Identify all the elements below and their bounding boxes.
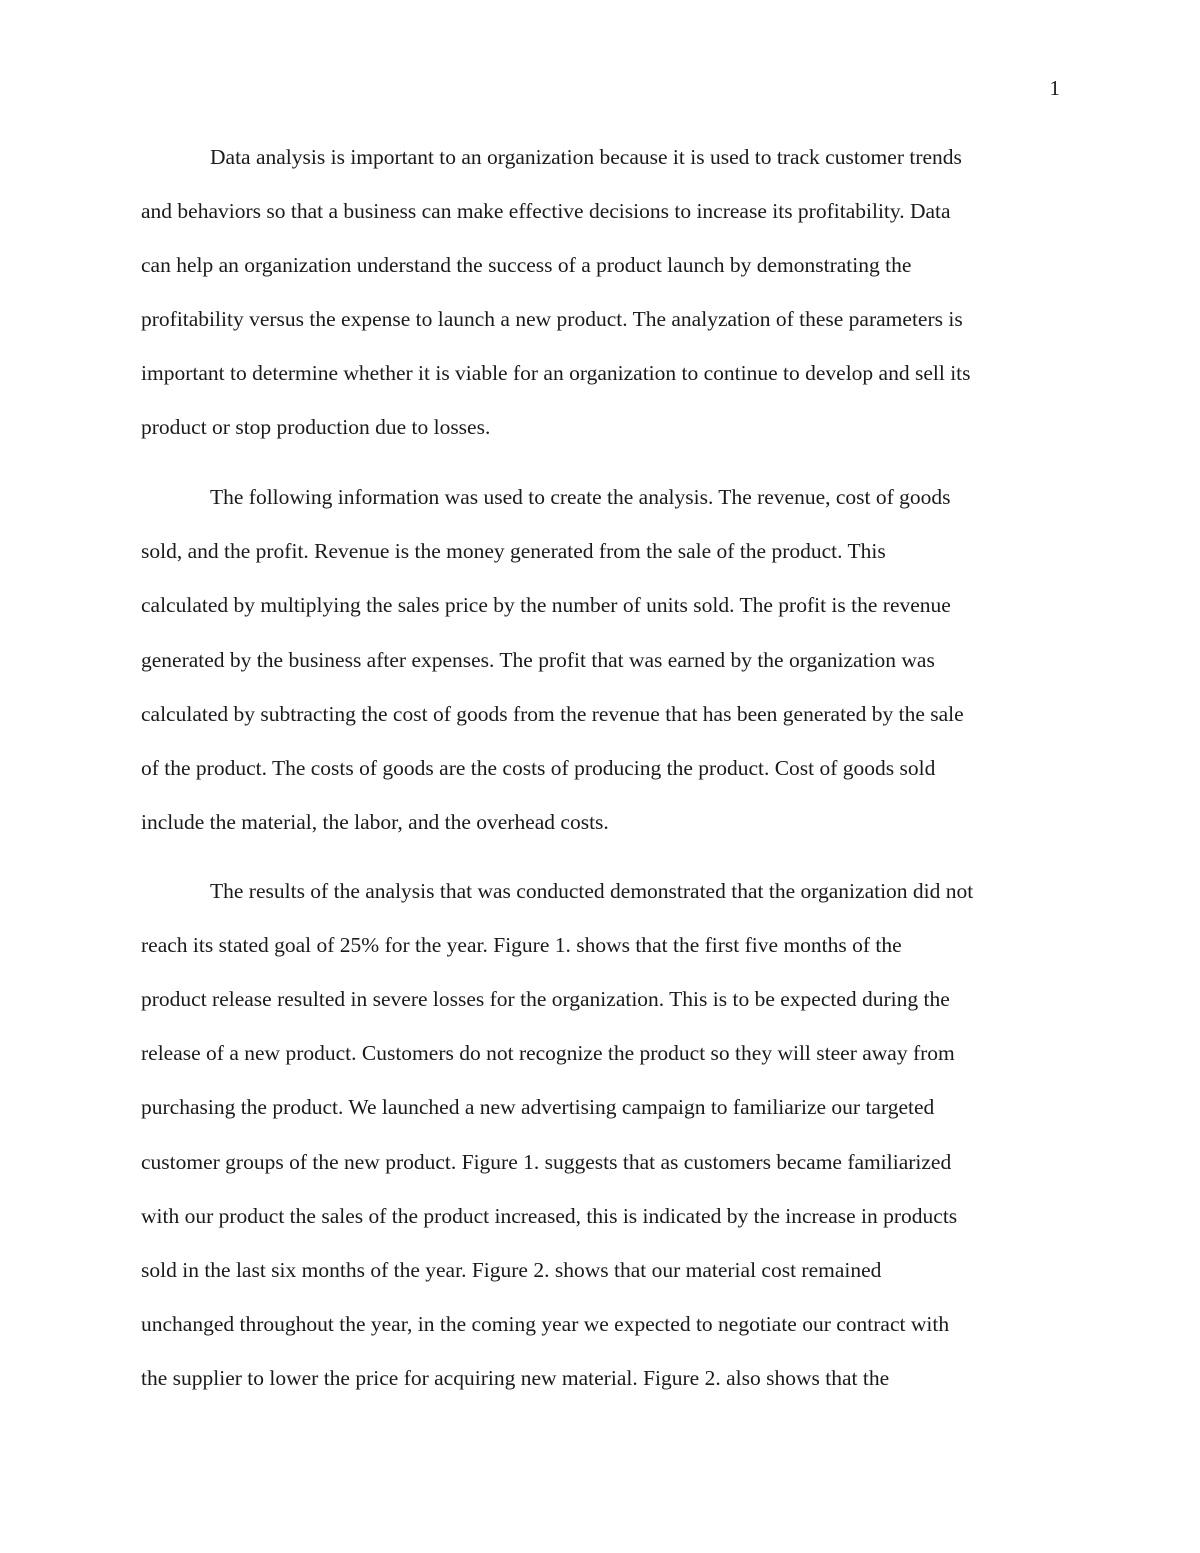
paragraph-3-line-4: release of a new product. Customers do not recognize the product so they will steer away from (141, 1041, 955, 1065)
paragraph-1-line-2: and behaviors so that a business can make effective decisions to increase its profitability. Data (141, 199, 951, 223)
paragraph-1-line-3: can help an organization understand the success of a product launch by demonstrating the (141, 253, 912, 277)
paragraph-1-line-5: important to determine whether it is viable for an organization to continue to develop and sell its (141, 361, 971, 385)
paragraph-3-line-8: sold in the last six months of the year. Figure 2. shows that our material cost remained (141, 1258, 882, 1282)
paragraph-2-line-7: include the material, the labor, and the overhead costs. (141, 810, 609, 834)
paragraph-3-line-5: purchasing the product. We launched a new advertising campaign to familiarize our targeted (141, 1095, 935, 1119)
paragraph-3-line-3: product release resulted in severe losses for the organization. This is to be expected during the (141, 987, 950, 1011)
paragraph-1-line-1: Data analysis is important to an organization because it is used to track customer trends (210, 145, 962, 169)
paragraph-2-line-1: The following information was used to create the analysis. The revenue, cost of goods (210, 485, 951, 509)
paragraph-2-line-2: sold, and the profit. Revenue is the money generated from the sale of the product. This (141, 539, 886, 563)
paragraph-2-line-3: calculated by multiplying the sales price by the number of units sold. The profit is the revenue (141, 593, 951, 617)
paragraph-3-line-9: unchanged throughout the year, in the coming year we expected to negotiate our contract with (141, 1312, 950, 1336)
paragraph-3-line-7: with our product the sales of the product increased, this is indicated by the increase in products (141, 1204, 958, 1228)
paragraph-2-line-5: calculated by subtracting the cost of goods from the revenue that has been generated by the sale (141, 702, 964, 726)
paragraph-2-line-4: generated by the business after expenses. The profit that was earned by the organization was (141, 648, 935, 672)
paragraph-3-line-10: the supplier to lower the price for acquiring new material. Figure 2. also shows that the (141, 1366, 890, 1390)
paragraph-3-line-1: The results of the analysis that was conducted demonstrated that the organization did not (210, 879, 974, 903)
paragraph-1-line-4: profitability versus the expense to launch a new product. The analyzation of these parameters is (141, 307, 963, 331)
paragraph-2-line-6: of the product. The costs of goods are the costs of producing the product. Cost of goods sold (141, 756, 936, 780)
paragraph-1-line-6: product or stop production due to losses. (141, 415, 491, 439)
page-number: 1 (1049, 76, 1060, 100)
paragraph-3-line-6: customer groups of the new product. Figure 1. suggests that as customers became familiarized (141, 1150, 952, 1174)
paragraph-3-line-2: reach its stated goal of 25% for the year. Figure 1. shows that the first five months of the (141, 933, 902, 957)
